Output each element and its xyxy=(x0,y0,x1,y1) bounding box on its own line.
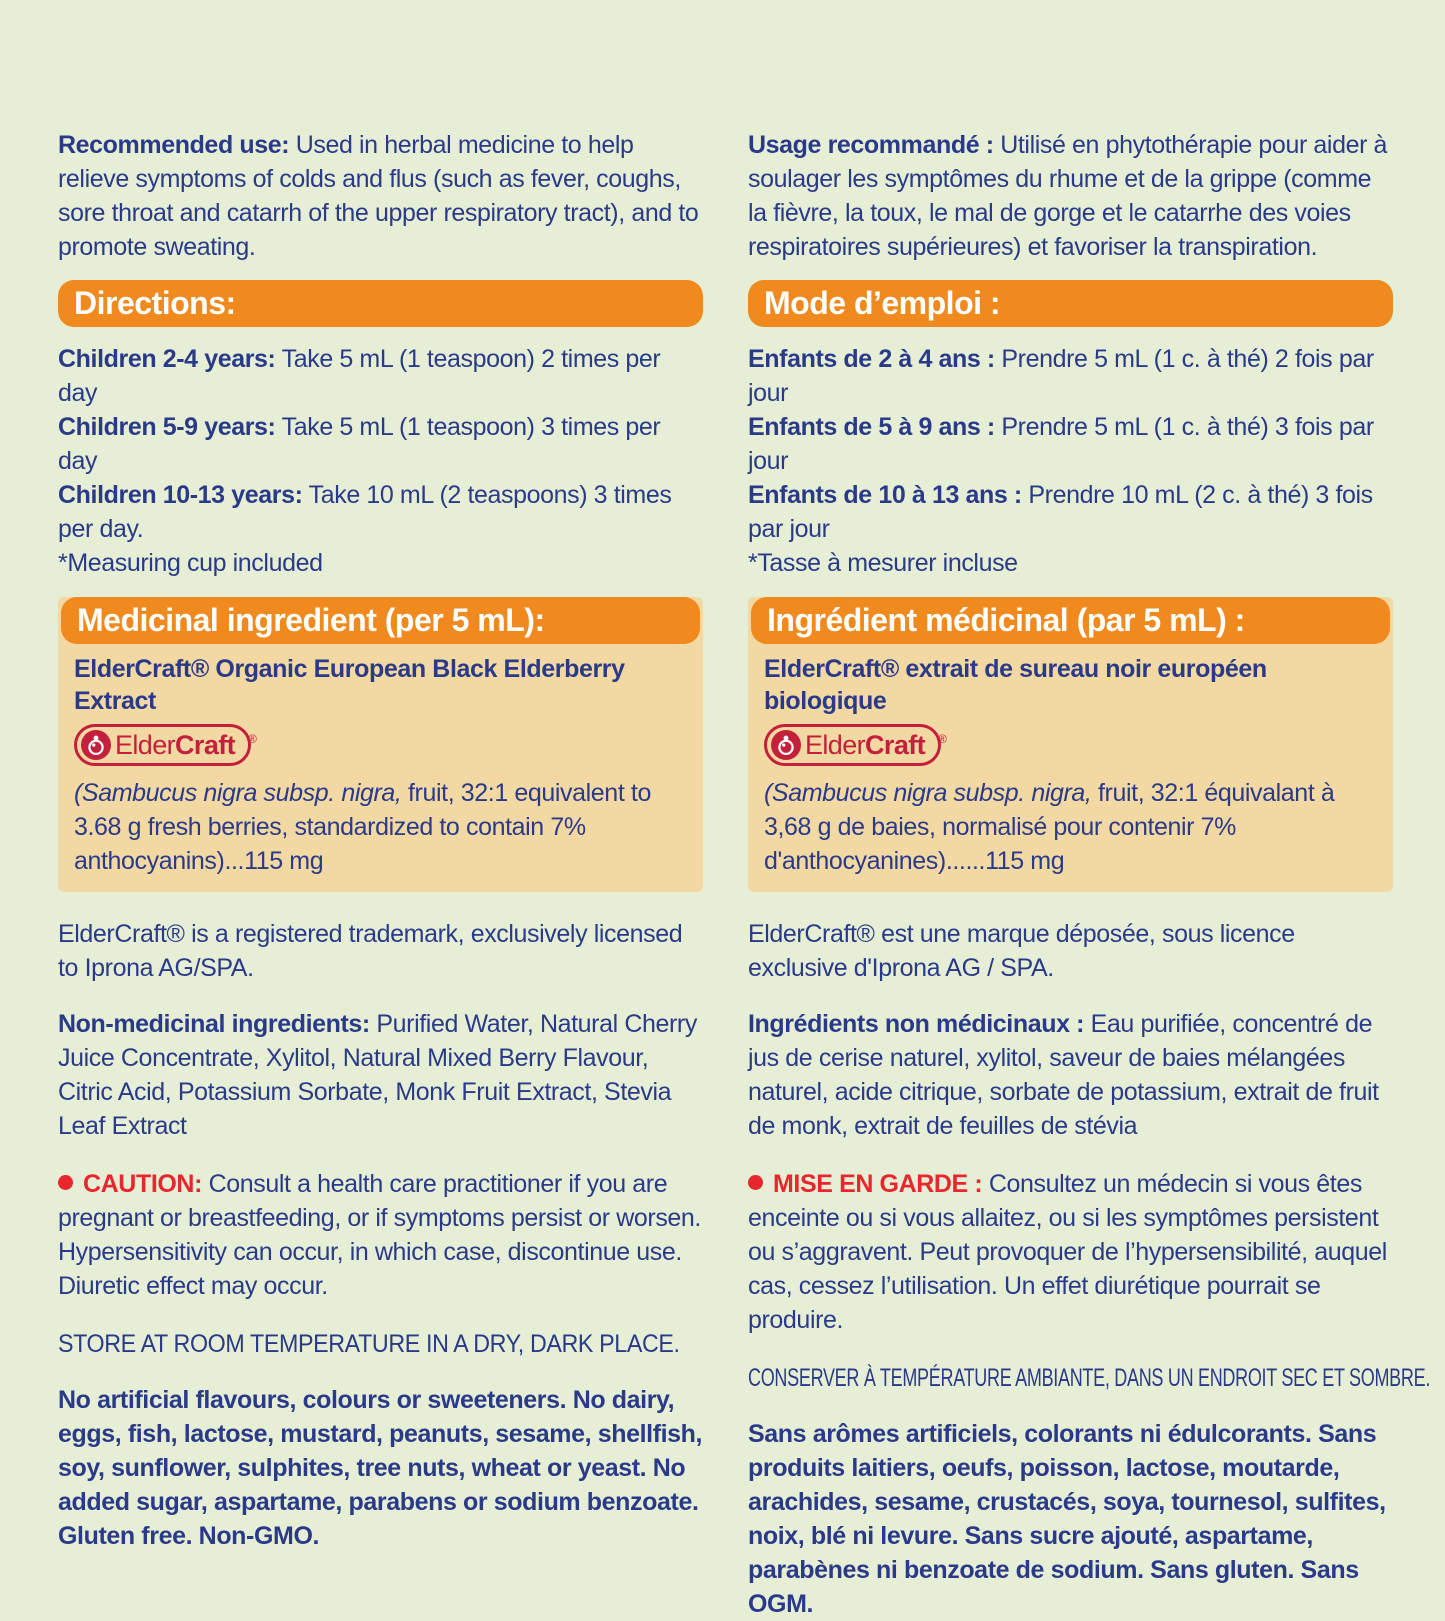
non-medicinal-text-en: Purified Water, Natural Cherry Juice Concentrate, Xylitol, Natural Mixed Berry Flavour, Citric Acid, Potassium Sorbate, Monk Fruit Extract, Stevia Leaf Extract xyxy=(58,1010,697,1140)
medicinal-ingredient-name-en: ElderCraft® Organic European Black Elderberry Extract xyxy=(74,655,625,715)
medicinal-panel-fr xyxy=(748,597,1393,892)
direction-age-label: Children 5-9 years: xyxy=(58,413,276,441)
species-name: (Sambucus nigra subsp. nigra, xyxy=(74,779,402,807)
eldercraft-logo-pill xyxy=(764,724,941,766)
caution-label-fr: MISE EN GARDE : xyxy=(773,1170,983,1198)
detail-text: fruit, 32:1 equivalent to 3.68 g fresh berries, standardized to contain 7% anthocyanins)...115 mg xyxy=(74,779,651,875)
eldercraft-berry-icon xyxy=(771,730,801,760)
direction-age-label: Enfants de 2 à 4 ans : xyxy=(748,345,995,373)
eldercraft-berry-icon xyxy=(81,730,111,760)
eldercraft-logo-text: ElderCraft xyxy=(115,730,236,760)
medicinal-ingredient-detail-en xyxy=(74,776,689,878)
species-name: (Sambucus nigra subsp. nigra, xyxy=(764,779,1092,807)
allergen-statement-en: No artificial flavours, colours or sweeteners. No dairy, eggs, fish, lactose, mustard, peanuts, sesame, shellfish, soy, sunflower, sulphites, tree nuts, wheat or yeast. No added sugar, aspartame, parabens or sodium benzoate. Gluten free. Non-GMO. xyxy=(58,1386,703,1550)
non-medicinal-label-fr: Ingrédients non médicinaux : xyxy=(748,1010,1085,1038)
direction-dose-text: Take 5 mL (1 teaspoon) 2 times per day xyxy=(58,345,661,407)
direction-age-label: Enfants de 5 à 9 ans : xyxy=(748,413,995,441)
non-medicinal-text-fr: Eau purifiée, concentré de jus de cerise naturel, xylitol, saveur de baies mélangées naturel, acide citrique, sorbate de potassium, extrait de fruit de monk, extrait de feuilles de stévia xyxy=(748,1010,1379,1140)
directions-note-fr: *Tasse à mesurer incluse xyxy=(748,549,1018,577)
medicinal-panel-en xyxy=(58,597,703,892)
trademark-note-fr: ElderCraft® est une marque déposée, sous licence exclusive d'Iprona AG / SPA. xyxy=(748,920,1295,982)
direction-dose-text: Prendre 10 mL (2 c. à thé) 3 fois par jour xyxy=(748,481,1373,543)
direction-row xyxy=(748,410,1393,478)
direction-row xyxy=(58,410,703,478)
caution-bullet-icon xyxy=(58,1175,73,1190)
eldercraft-logo xyxy=(74,724,260,766)
direction-dose-text: Prendre 5 mL (1 c. à thé) 2 fois par jour xyxy=(748,345,1374,407)
caution-text-fr: Consultez un médecin si vous êtes enceinte ou si vous allaitez, ou si les symptômes persistent ou s’aggravent. Peut provoquer de l’hypersensibilité, auquel cas, cessez l’utilisation. Un effet diurétique pourrait se produire. xyxy=(748,1170,1387,1334)
directions-block-en xyxy=(58,342,703,580)
direction-row xyxy=(748,342,1393,410)
eldercraft-logo-pill xyxy=(74,724,251,766)
caution-paragraph-fr xyxy=(748,1167,1393,1337)
directions-block-fr xyxy=(748,342,1393,580)
directions-note-en: *Measuring cup included xyxy=(58,549,323,577)
caution-bullet-icon xyxy=(748,1175,763,1190)
non-medicinal-label-en: Non-medicinal ingredients: xyxy=(58,1010,370,1038)
direction-age-label: Children 2-4 years: xyxy=(58,345,276,373)
medicinal-ingredient-detail-fr xyxy=(764,776,1379,878)
non-medicinal-paragraph-fr xyxy=(748,1007,1393,1143)
storage-instruction-fr: CONSERVER À TEMPÉRATURE AMBIANTE, DANS UN ENDROIT SEC ET SOMBRE. xyxy=(748,1364,1431,1392)
detail-text: fruit, 32:1 équivalant à 3,68 g de baies, normalisé pour contenir 7% d'anthocyanines)......115 mg xyxy=(764,779,1335,875)
column-french xyxy=(748,128,1431,1621)
caution-text-en: Consult a health care practitioner if you are pregnant or breastfeeding, or if symptoms persist or worsen. Hypersensitivity can occur, in which case, discontinue use. Diuretic effect may occur. xyxy=(58,1170,701,1300)
recommended-use-text-en: Used in herbal medicine to help relieve symptoms of colds and flus (such as fever, coughs, sore throat and catarrh of the upper respiratory tract), and to promote sweating. xyxy=(58,131,699,261)
recommended-use-label-fr: Usage recommandé : xyxy=(748,131,994,159)
non-medicinal-paragraph-en xyxy=(58,1007,703,1143)
medicinal-header-fr: Ingrédient médicinal (par 5 mL) : xyxy=(751,597,1390,644)
eldercraft-logo xyxy=(764,724,950,766)
registered-mark: ® xyxy=(248,732,257,746)
medicinal-header-en: Medicinal ingredient (per 5 mL): xyxy=(61,597,700,644)
direction-age-label: Enfants de 10 à 13 ans : xyxy=(748,481,1022,509)
eldercraft-logo-text: ElderCraft xyxy=(805,730,926,760)
medicinal-ingredient-name-fr: ElderCraft® extrait de sureau noir européen biologique xyxy=(764,655,1267,715)
direction-age-label: Children 10-13 years: xyxy=(58,481,303,509)
direction-row xyxy=(58,342,703,410)
directions-header-fr: Mode d’emploi : xyxy=(748,280,1393,327)
direction-dose-text: Prendre 5 mL (1 c. à thé) 3 fois par jour xyxy=(748,413,1374,475)
direction-row xyxy=(748,478,1393,546)
recommended-use-paragraph-fr xyxy=(748,128,1393,264)
column-english xyxy=(58,128,703,1621)
caution-paragraph-en xyxy=(58,1167,703,1303)
recommended-use-label-en: Recommended use: xyxy=(58,131,290,159)
direction-dose-text: Take 5 mL (1 teaspoon) 3 times per day xyxy=(58,413,661,475)
trademark-note-en: ElderCraft® is a registered trademark, exclusively licensed to Iprona AG/SPA. xyxy=(58,920,683,982)
storage-instruction-en: STORE AT ROOM TEMPERATURE IN A DRY, DARK PLACE. xyxy=(58,1330,680,1358)
direction-dose-text: Take 10 mL (2 teaspoons) 3 times per day. xyxy=(58,481,672,543)
direction-row xyxy=(58,478,703,546)
caution-label-en: CAUTION: xyxy=(83,1170,203,1198)
recommended-use-paragraph-en xyxy=(58,128,703,264)
allergen-statement-fr: Sans arômes artificiels, colorants ni édulcorants. Sans produits laitiers, oeufs, poisson, lactose, moutarde, arachides, sesame, crustacés, soya, tournesol, sulfites, noix, blé ni levure. Sans sucre ajouté, aspartame, parabènes ni benzoate de sodium. Sans gluten. Sans OGM. xyxy=(748,1420,1386,1618)
recommended-use-text-fr: Utilisé en phytothérapie pour aider à soulager les symptômes du rhume et de la grippe (comme la fièvre, la toux, le mal de gorge et le catarrhe des voies respiratoires supérieures) et favoriser la transpiration. xyxy=(748,131,1388,261)
directions-header-en: Directions: xyxy=(58,280,703,327)
registered-mark: ® xyxy=(938,732,947,746)
